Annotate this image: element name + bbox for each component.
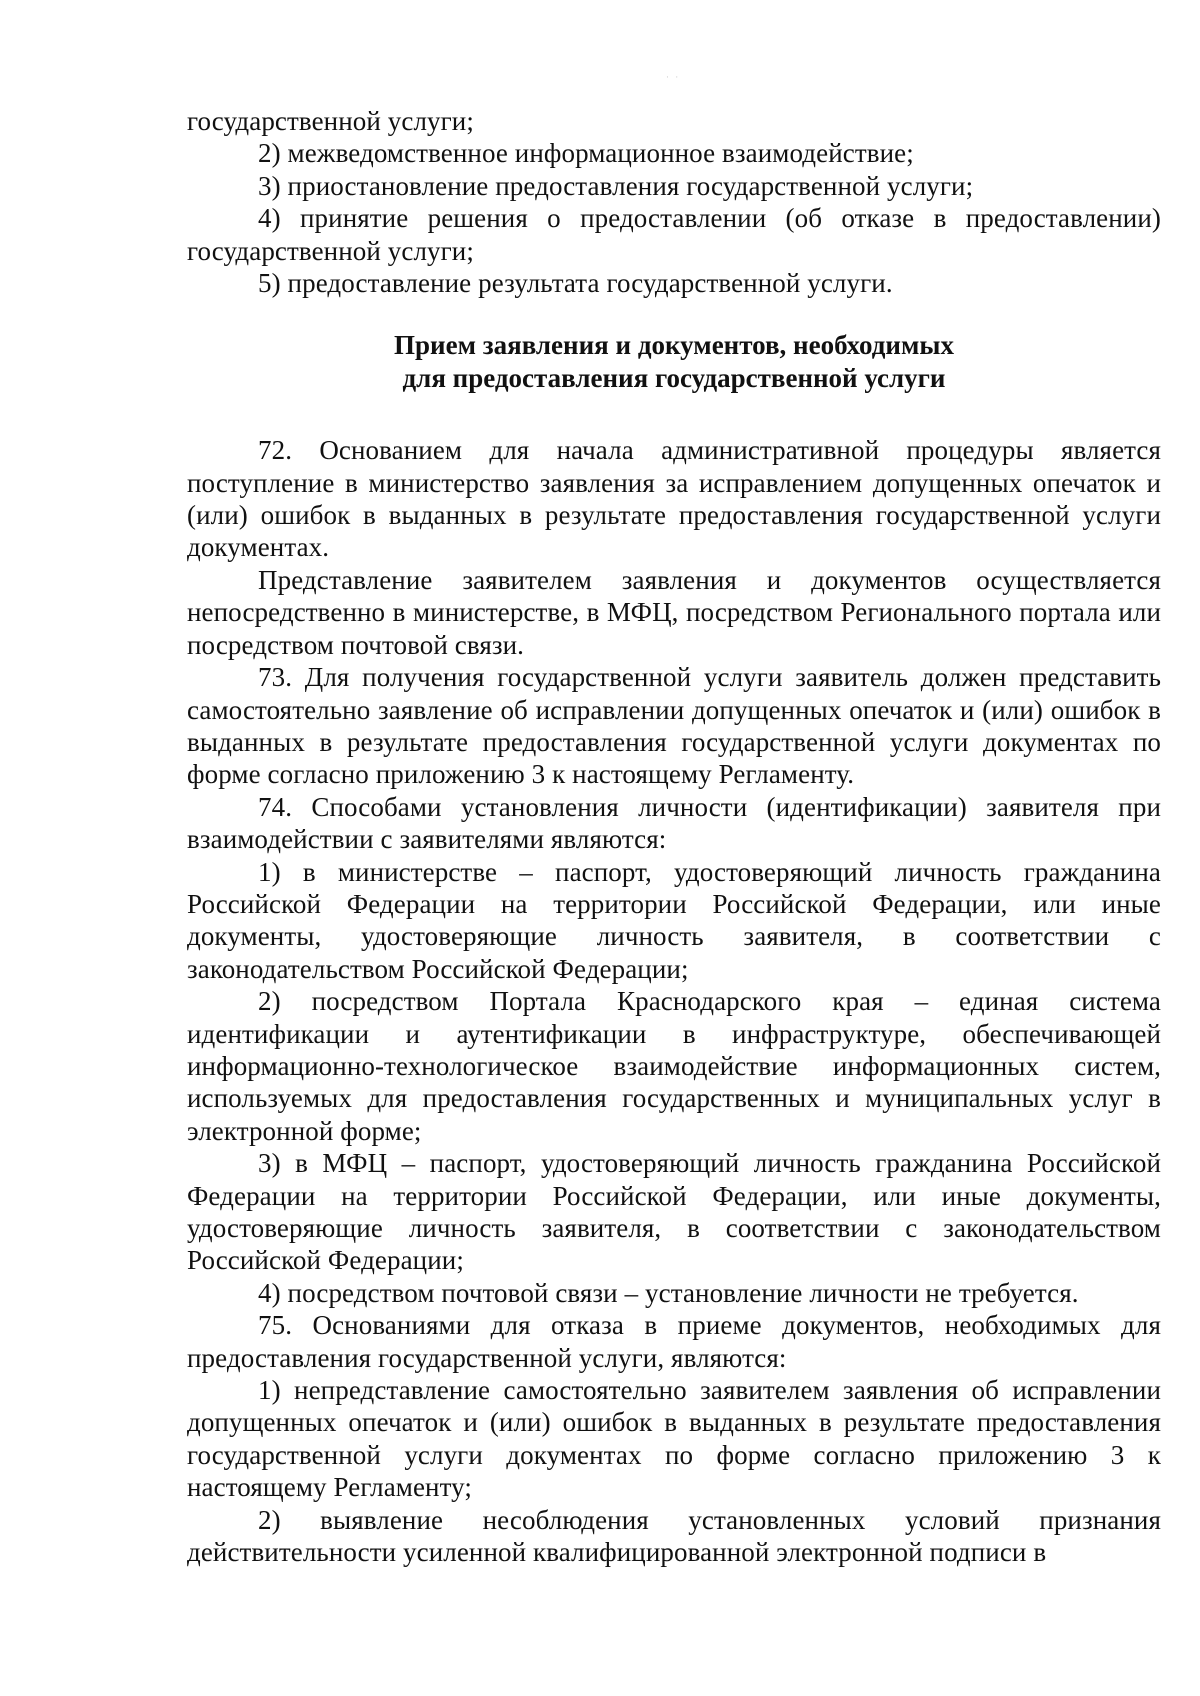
- list-item: 1) в министерстве – паспорт, удостоверяющий личность гражданина Российской Федерации на территории Российской Федерации, или иные документы, удостоверяющие личность заявителя, в соответствии с законодательством Российской Федерации;: [187, 856, 1161, 984]
- list-item: 2) посредством Портала Краснодарского края – единая система идентификации и аутентификации в инфраструктуре, обеспечивающей информационно-технологическое взаимодействие информационных систем, используемых для предоставления государственных и муниципальных услуг в электронной форме;: [187, 986, 1161, 1146]
- scan-speck: · ·: [666, 72, 681, 82]
- section-heading: [187, 329, 1161, 394]
- paragraph-74: 74. Способами установления личности (идентификации) заявителя при взаимодействии с заявителями являются:: [187, 791, 1161, 855]
- section-heading-line-2: для предоставления государственной услуги: [402, 362, 946, 393]
- list-item: 5) предоставление результата государственной услуги.: [258, 268, 893, 299]
- list-item: 4) принятие решения о предоставлении (об отказе в предоставлении) государственной услуги;: [187, 203, 1161, 266]
- list-item: 3) приостановление предоставления государственной услуги;: [258, 170, 974, 201]
- list-item: 1) непредставление самостоятельно заявителем заявления об исправлении допущенных опечаток и (или) ошибок в выданных в результате предоставления государственной услуги документах по форме согласно приложению 3 к настоящему Регламенту;: [187, 1375, 1161, 1503]
- paragraph-73: 73. Для получения государственной услуги заявитель должен представить самостоятельно заявление об исправлении допущенных опечаток и (или) ошибок в выданных в результате предоставления государственной услуги документах по форме согласно приложению 3 к настоящему Регламенту.: [187, 662, 1161, 790]
- list-item: 2) межведомственное информационное взаимодействие;: [258, 138, 914, 169]
- paragraph-continuation: государственной услуги;: [187, 106, 474, 136]
- list-item: 4) посредством почтовой связи – установление личности не требуется.: [258, 1277, 1079, 1308]
- list-item: 3) в МФЦ – паспорт, удостоверяющий личность гражданина Российской Федерации на территории Российской Федерации, или иные документы, удостоверяющие личность заявителя, в соответствии с законодательством Российской Федерации;: [187, 1148, 1161, 1276]
- paragraph-75: 75. Основаниями для отказа в приеме документов, необходимых для предоставления государственной услуги, являются:: [187, 1310, 1161, 1373]
- section-heading-line-1: Прием заявления и документов, необходимых: [394, 330, 954, 361]
- paragraph: Представление заявителем заявления и документов осуществляется непосредственно в министерстве, в МФЦ, посредством Регионального портала или посредством почтовой связи.: [187, 564, 1161, 660]
- paragraph-72: 72. Основанием для начала административной процедуры является поступление в министерство заявления за исправлением допущенных опечаток и (или) ошибок в выданных в результате предоставления государственной услуги документах.: [187, 435, 1161, 563]
- document-body: [187, 105, 1161, 1568]
- list-item: 2) выявление несоблюдения установленных условий признания действительности усиленной квалифицированной электронной подписи в: [187, 1504, 1161, 1568]
